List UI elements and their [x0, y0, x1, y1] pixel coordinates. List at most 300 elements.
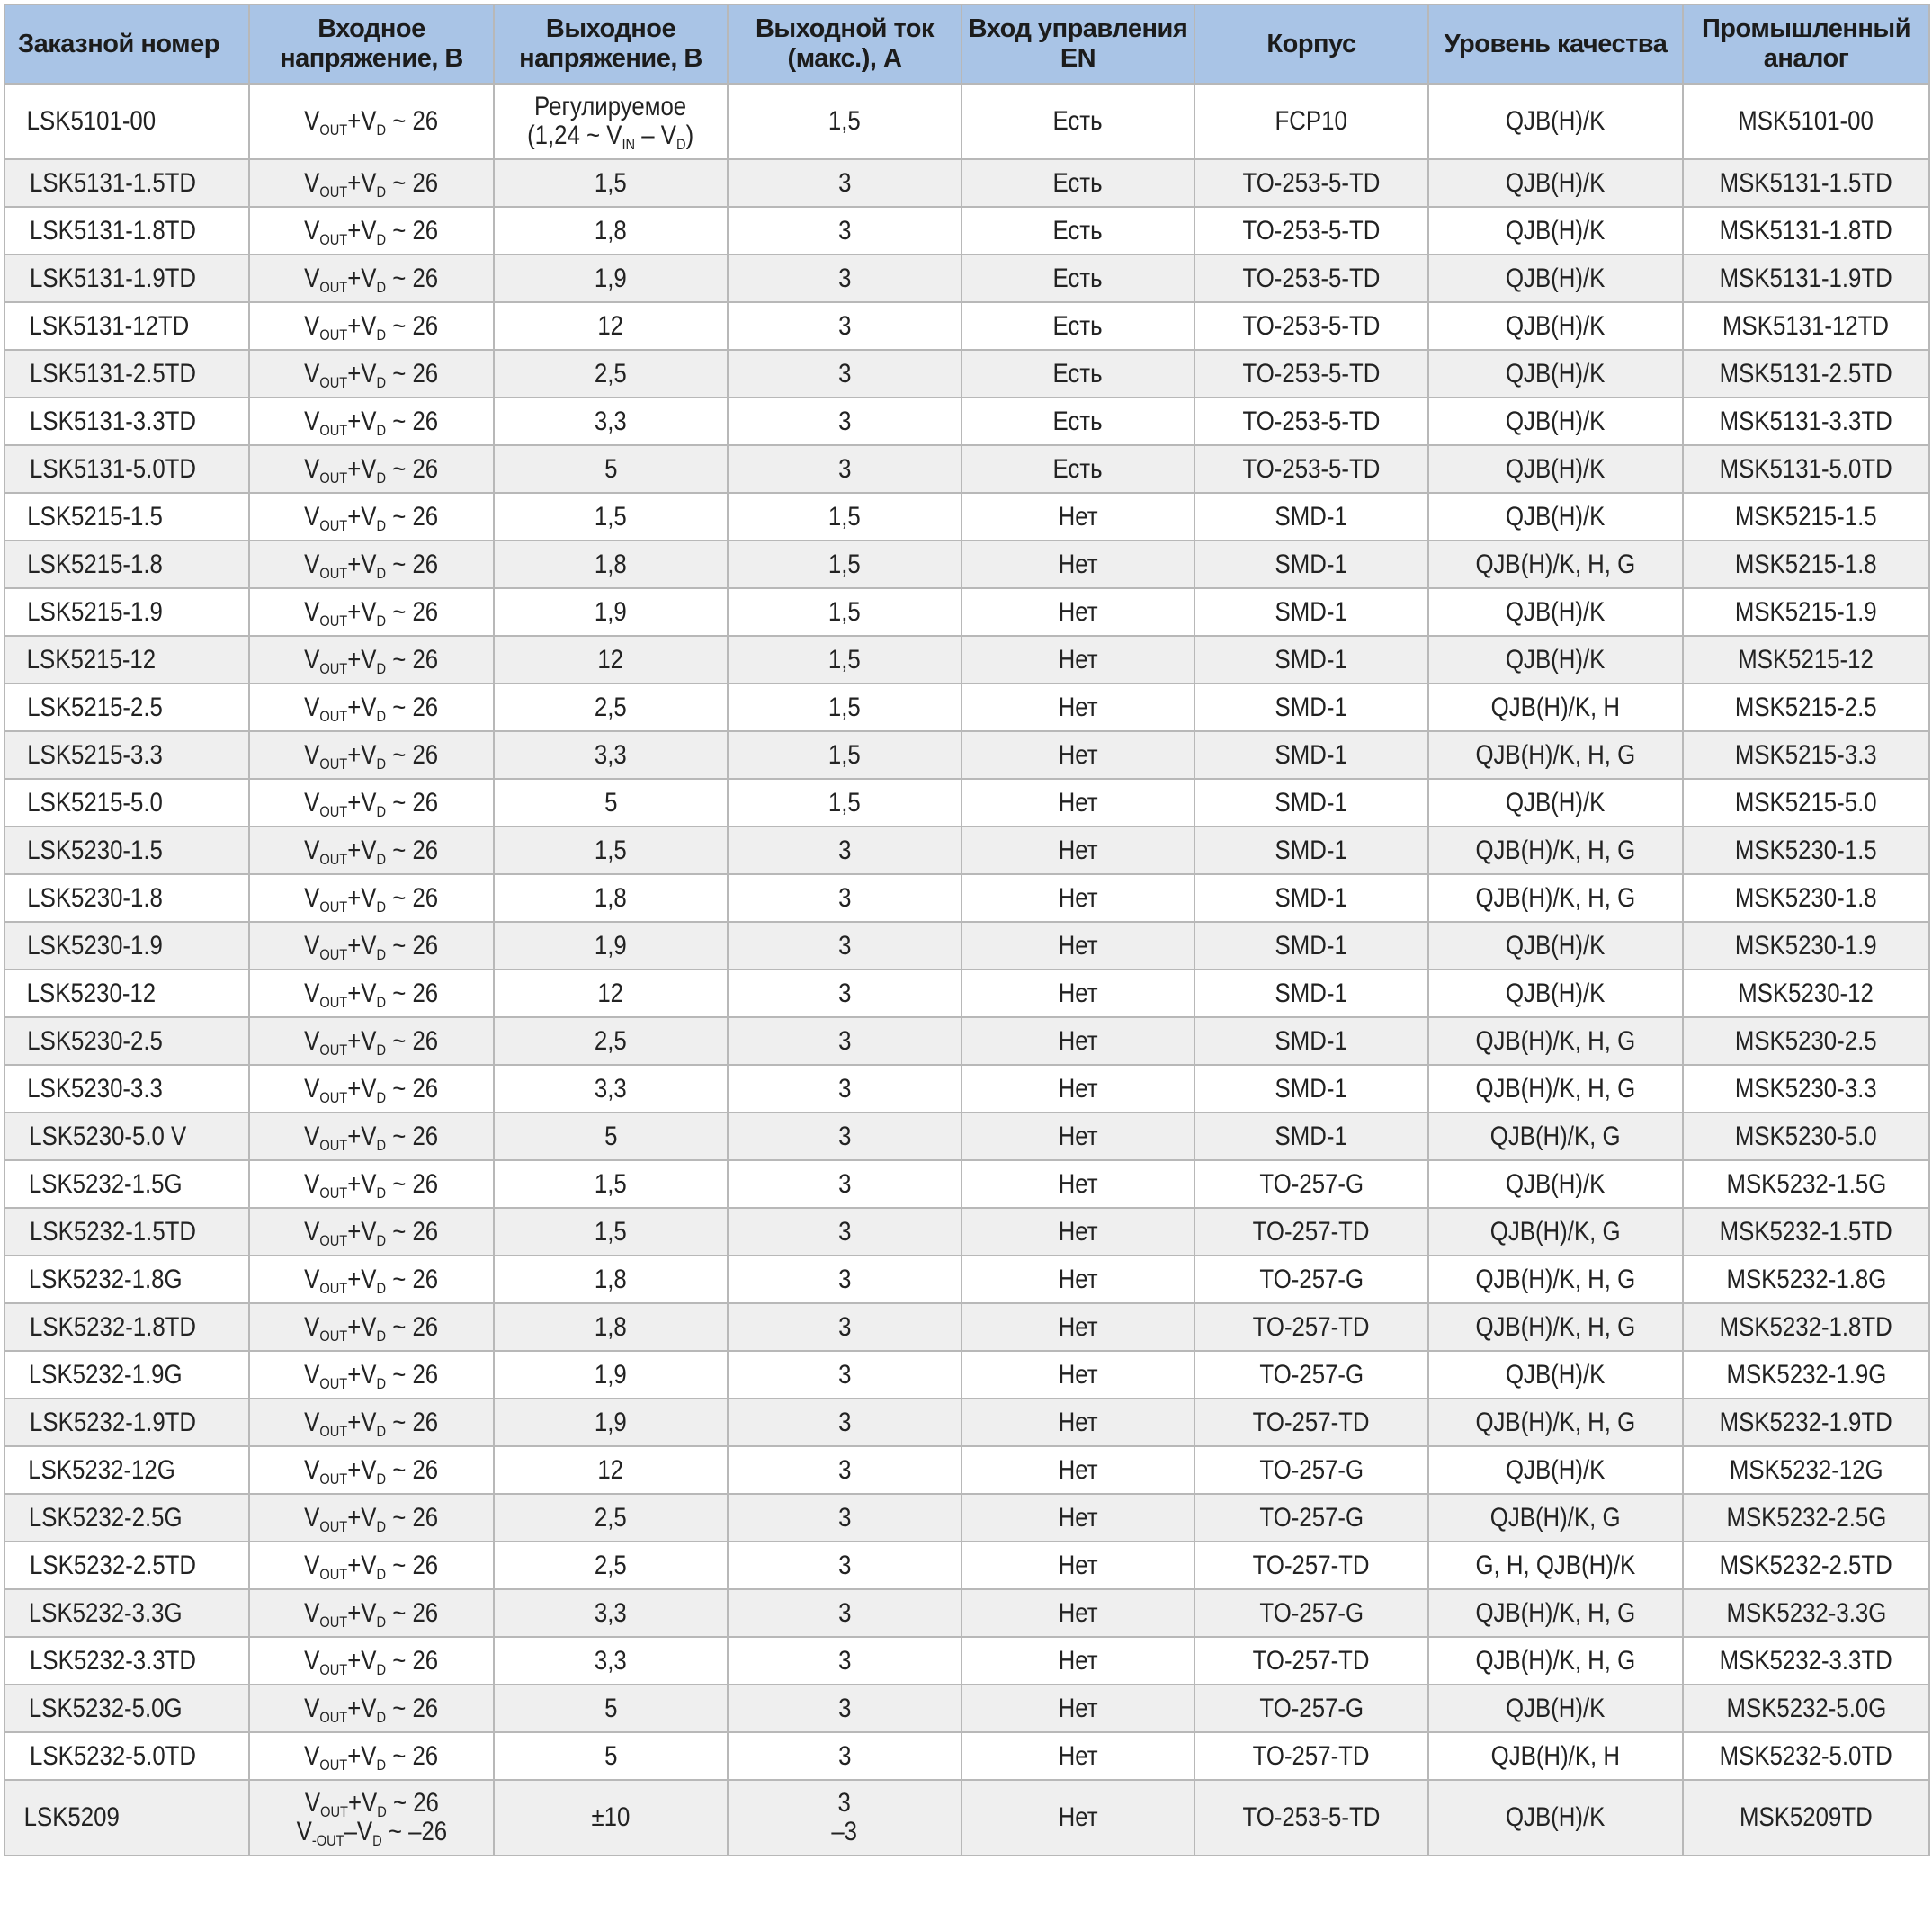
input-voltage-out-sub: OUT: [319, 1517, 348, 1535]
input-voltage-range: ~ 26: [386, 1645, 439, 1676]
cell-package: [1194, 541, 1428, 588]
input-voltage-pos-plus-v: +V: [347, 1788, 377, 1818]
cell-package: [1194, 84, 1428, 159]
table-row: [4, 350, 1929, 398]
input-voltage-d-sub: D: [376, 1088, 387, 1106]
cell-quality-level-text: QJB(H)/K: [1506, 930, 1606, 961]
cell-output-voltage-text: 1,8: [595, 1264, 627, 1294]
input-voltage-pos-range: ~ 26: [386, 1788, 439, 1818]
input-voltage-formula: [304, 263, 439, 296]
cell-enable-input: [962, 445, 1194, 493]
input-voltage-out-sub: OUT: [319, 898, 348, 916]
cell-output-current: [728, 1160, 962, 1208]
input-voltage-out-sub: OUT: [319, 1374, 348, 1392]
cell-package: [1194, 255, 1428, 302]
cell-output-voltage-text: 2,5: [595, 1550, 627, 1580]
input-voltage-d-sub: D: [376, 1756, 387, 1774]
cell-output-current-text: 3: [837, 1454, 852, 1485]
input-voltage-formula: [304, 406, 439, 439]
cell-industrial-analog-text: MSK5101-00: [1738, 106, 1874, 136]
cell-industrial-analog: [1683, 1113, 1929, 1160]
input-voltage-formula: [304, 453, 439, 487]
cell-quality-level-text: QJB(H)/K: [1506, 978, 1606, 1008]
cell-part-number-text: LSK5232-5.0TD: [30, 1740, 197, 1771]
cell-industrial-analog-text: MSK5131-3.3TD: [1719, 406, 1893, 436]
cell-output-voltage-text: 1,8: [595, 1311, 627, 1342]
cell-package-text: TO-257-G: [1259, 1693, 1364, 1723]
input-voltage-d-sub: D: [376, 1374, 387, 1392]
input-voltage-plus-v: +V: [347, 453, 377, 484]
table-row: [4, 1303, 1929, 1351]
cell-output-current: [728, 922, 962, 970]
cell-quality-level-text: QJB(H)/K, H, G: [1475, 739, 1636, 770]
cell-enable-input-text: Есть: [1052, 215, 1104, 246]
cell-industrial-analog: [1683, 1160, 1929, 1208]
cell-quality-level-text: QJB(H)/K: [1506, 406, 1606, 436]
cell-industrial-analog-text: MSK5232-1.8G: [1726, 1264, 1886, 1294]
table-row: [4, 1256, 1929, 1303]
cell-output-current: [728, 731, 962, 779]
cell-part-number: [4, 1303, 249, 1351]
cell-quality-level-text: G, H, QJB(H)/K: [1475, 1550, 1636, 1580]
cell-part-number: [4, 827, 249, 874]
input-voltage-d-sub: D: [376, 993, 387, 1011]
cell-industrial-analog-text: MSK5232-2.5G: [1726, 1502, 1886, 1533]
cell-package: [1194, 493, 1428, 541]
input-voltage-neg-neg-out-sub: -OUT: [311, 1832, 344, 1849]
cell-package-text: TO-257-G: [1259, 1597, 1364, 1628]
cell-quality-level: [1428, 1542, 1683, 1589]
cell-output-current-text: 3: [837, 1597, 852, 1628]
cell-industrial-analog: [1683, 1065, 1929, 1113]
cell-enable-input-text: Нет: [1058, 1073, 1098, 1104]
cell-enable-input: [962, 731, 1194, 779]
cell-quality-level: [1428, 636, 1683, 684]
cell-enable-input-text: Нет: [1058, 930, 1098, 961]
cell-quality-level: [1428, 445, 1683, 493]
input-voltage-range: ~ 26: [386, 978, 439, 1008]
cell-enable-input: [962, 350, 1194, 398]
table-row: [4, 1160, 1929, 1208]
input-voltage-formula: [304, 215, 439, 248]
cell-output-voltage: [494, 1780, 728, 1855]
input-voltage-out-sub: OUT: [319, 516, 348, 534]
cell-industrial-analog: [1683, 731, 1929, 779]
output-voltage-in-sub: IN: [622, 136, 636, 153]
cell-enable-input: [962, 1303, 1194, 1351]
header-industrial-analog: Промышленный аналог: [1683, 4, 1929, 84]
table-row: [4, 493, 1929, 541]
cell-package-text: TO-253-5-TD: [1242, 310, 1381, 341]
cell-output-voltage: [494, 1256, 728, 1303]
cell-output-current: [728, 84, 962, 159]
cell-enable-input-text: Нет: [1058, 1597, 1098, 1628]
cell-enable-input-text: Есть: [1052, 453, 1104, 484]
table-row: [4, 588, 1929, 636]
input-voltage-range: ~ 26: [386, 930, 439, 961]
cell-industrial-analog: [1683, 779, 1929, 827]
cell-quality-level: [1428, 1399, 1683, 1446]
cell-output-current: [728, 1494, 962, 1542]
cell-output-current-text: 3: [837, 1311, 852, 1342]
input-voltage-formula: [304, 1693, 439, 1726]
cell-output-voltage-text: 3,3: [595, 1645, 627, 1676]
input-voltage-out-sub: OUT: [319, 373, 348, 391]
cell-part-number: [4, 1065, 249, 1113]
cell-part-number-text: LSK5215-1.9: [27, 596, 163, 627]
cell-package: [1194, 350, 1428, 398]
cell-part-number: [4, 684, 249, 731]
cell-package: [1194, 1113, 1428, 1160]
cell-input-voltage: [249, 1494, 494, 1542]
input-voltage-range: ~ 26: [386, 1264, 439, 1294]
cell-enable-input: [962, 922, 1194, 970]
cell-input-voltage: [249, 445, 494, 493]
input-voltage-v: V: [304, 644, 320, 675]
input-voltage-neg-neg-range: ~ –26: [381, 1817, 447, 1846]
output-voltage-block: [527, 92, 694, 153]
cell-part-number-text: LSK5232-3.3G: [28, 1597, 183, 1628]
input-voltage-d-sub: D: [376, 1613, 387, 1631]
input-voltage-range: ~ 26: [386, 692, 439, 722]
cell-enable-input-text: Нет: [1058, 596, 1098, 627]
input-voltage-out-sub: OUT: [319, 1041, 348, 1059]
input-voltage-out-sub: OUT: [319, 1613, 348, 1631]
cell-output-voltage-text: 1,5: [595, 835, 627, 865]
cell-part-number-text: LSK5232-2.5G: [28, 1502, 183, 1533]
cell-quality-level-text: QJB(H)/K, H, G: [1475, 1073, 1636, 1104]
cell-output-current-text: 3: [837, 1025, 852, 1056]
cell-output-voltage: [494, 684, 728, 731]
input-voltage-plus-v: +V: [347, 692, 377, 722]
input-voltage-plus-v: +V: [347, 1597, 377, 1628]
cell-quality-level: [1428, 1256, 1683, 1303]
input-voltage-formula-pair: [296, 1788, 447, 1849]
cell-input-voltage: [249, 684, 494, 731]
cell-output-current: [728, 1351, 962, 1399]
cell-industrial-analog: [1683, 1542, 1929, 1589]
input-voltage-out-sub: OUT: [319, 802, 348, 820]
input-voltage-out-sub: OUT: [319, 1279, 348, 1297]
cell-industrial-analog-text: MSK5215-1.8: [1735, 549, 1877, 579]
cell-part-number-text: LSK5131-3.3TD: [30, 406, 197, 436]
cell-package-text: SMD-1: [1275, 739, 1348, 770]
cell-output-current-text: 3: [837, 1216, 852, 1247]
cell-output-current: [728, 1208, 962, 1256]
input-voltage-range: ~ 26: [386, 549, 439, 579]
cell-output-current: [728, 970, 962, 1017]
cell-package-text: TO-253-5-TD: [1242, 263, 1381, 293]
cell-industrial-analog-text: MSK5232-1.5G: [1726, 1168, 1886, 1199]
cell-output-current: [728, 1256, 962, 1303]
input-voltage-v: V: [304, 1454, 320, 1485]
cell-package-text: SMD-1: [1275, 930, 1348, 961]
cell-output-voltage-text: 1,5: [595, 1216, 627, 1247]
cell-package: [1194, 1589, 1428, 1637]
cell-part-number: [4, 1113, 249, 1160]
cell-output-voltage-text: 3,3: [595, 1597, 627, 1628]
cell-input-voltage: [249, 970, 494, 1017]
cell-enable-input-text: Есть: [1052, 167, 1104, 198]
cell-output-current-text: 1,5: [828, 596, 861, 627]
input-voltage-d-sub: D: [376, 1136, 387, 1154]
cell-output-current-text: 3: [837, 882, 852, 913]
header-package: Корпус: [1194, 4, 1428, 84]
input-voltage-d-sub: D: [376, 373, 387, 391]
cell-input-voltage: [249, 1160, 494, 1208]
cell-quality-level: [1428, 1637, 1683, 1685]
cell-package-text: SMD-1: [1275, 1121, 1348, 1151]
cell-part-number: [4, 1256, 249, 1303]
cell-output-current-text: 3: [837, 1645, 852, 1676]
cell-quality-level: [1428, 1780, 1683, 1855]
input-voltage-pos-v: V: [304, 1788, 320, 1818]
cell-quality-level: [1428, 398, 1683, 445]
input-voltage-d-sub: D: [376, 1565, 387, 1583]
cell-input-voltage: [249, 84, 494, 159]
input-voltage-range: ~ 26: [386, 1216, 439, 1247]
input-voltage-v: V: [304, 106, 320, 136]
input-voltage-v: V: [304, 215, 320, 246]
input-voltage-d-sub: D: [376, 230, 387, 248]
cell-quality-level-text: QJB(H)/K, H, G: [1475, 1645, 1636, 1676]
cell-industrial-analog-text: MSK5209TD: [1740, 1802, 1873, 1832]
input-voltage-plus-v: +V: [347, 358, 377, 389]
input-voltage-plus-v: +V: [347, 1502, 377, 1533]
cell-part-number: [4, 541, 249, 588]
cell-part-number: [4, 398, 249, 445]
cell-package: [1194, 1446, 1428, 1494]
cell-part-number-text: LSK5232-2.5TD: [30, 1550, 197, 1580]
cell-enable-input-text: Нет: [1058, 835, 1098, 865]
input-voltage-range: ~ 26: [386, 1121, 439, 1151]
cell-enable-input-text: Есть: [1052, 358, 1104, 389]
table-row: [4, 1399, 1929, 1446]
table-row: [4, 84, 1929, 159]
input-voltage-v: V: [304, 501, 320, 532]
cell-part-number: [4, 1637, 249, 1685]
cell-package-text: FCP10: [1275, 106, 1348, 136]
cell-package: [1194, 1685, 1428, 1732]
cell-enable-input-text: Нет: [1058, 1454, 1098, 1485]
input-voltage-formula: [304, 167, 439, 201]
cell-package-text: TO-257-TD: [1253, 1311, 1370, 1342]
input-voltage-formula: [304, 1645, 439, 1678]
cell-output-voltage-text: 1,8: [595, 882, 627, 913]
cell-part-number-text: LSK5215-5.0: [27, 787, 163, 818]
cell-quality-level-text: QJB(H)/K, G: [1490, 1216, 1621, 1247]
cell-output-voltage-text: 1,8: [595, 215, 627, 246]
cell-part-number: [4, 207, 249, 255]
input-voltage-formula: [304, 978, 439, 1011]
cell-quality-level: [1428, 922, 1683, 970]
cell-output-voltage: [494, 1065, 728, 1113]
cell-industrial-analog-text: MSK5232-5.0TD: [1719, 1740, 1893, 1771]
table-row: [4, 398, 1929, 445]
cell-output-voltage-text: 5: [604, 453, 618, 484]
cell-industrial-analog: [1683, 827, 1929, 874]
cell-input-voltage: [249, 1685, 494, 1732]
cell-industrial-analog-text: MSK5230-1.9: [1735, 930, 1877, 961]
cell-industrial-analog-text: MSK5215-3.3: [1735, 739, 1877, 770]
cell-input-voltage: [249, 1065, 494, 1113]
input-voltage-plus-v: +V: [347, 1264, 377, 1294]
cell-package: [1194, 1494, 1428, 1542]
input-voltage-v: V: [304, 1693, 320, 1723]
cell-output-voltage: [494, 922, 728, 970]
cell-quality-level-text: QJB(H)/K: [1506, 787, 1606, 818]
cell-package-text: SMD-1: [1275, 1025, 1348, 1056]
cell-output-voltage-text: ±10: [591, 1802, 631, 1832]
input-voltage-range: ~ 26: [386, 1454, 439, 1485]
input-voltage-range: ~ 26: [386, 1740, 439, 1771]
cell-industrial-analog-text: MSK5131-1.8TD: [1719, 215, 1893, 246]
cell-enable-input-text: Есть: [1052, 106, 1104, 136]
cell-output-current: [728, 350, 962, 398]
input-voltage-formula: [304, 1168, 439, 1202]
output-voltage-d-sub: D: [676, 136, 686, 153]
input-voltage-plus-v: +V: [347, 310, 377, 341]
input-voltage-out-sub: OUT: [319, 1565, 348, 1583]
cell-quality-level-text: QJB(H)/K, H, G: [1475, 882, 1636, 913]
cell-output-voltage-text: 12: [597, 310, 624, 341]
input-voltage-plus-v: +V: [347, 501, 377, 532]
input-voltage-out-sub: OUT: [319, 612, 348, 630]
cell-industrial-analog: [1683, 445, 1929, 493]
cell-quality-level: [1428, 1589, 1683, 1637]
cell-part-number: [4, 302, 249, 350]
cell-quality-level-text: QJB(H)/K: [1506, 106, 1606, 136]
cell-industrial-analog: [1683, 207, 1929, 255]
cell-industrial-analog: [1683, 684, 1929, 731]
cell-package-text: TO-253-5-TD: [1242, 453, 1381, 484]
cell-enable-input-text: Нет: [1058, 1693, 1098, 1723]
cell-quality-level-text: QJB(H)/K: [1506, 453, 1606, 484]
input-voltage-out-sub: OUT: [319, 1422, 348, 1440]
cell-output-voltage-text: 5: [604, 787, 618, 818]
input-voltage-v: V: [304, 1597, 320, 1628]
cell-output-current-text: 3: [837, 1168, 852, 1199]
input-voltage-range: ~ 26: [386, 1550, 439, 1580]
cell-input-voltage: [249, 350, 494, 398]
cell-quality-level: [1428, 970, 1683, 1017]
cell-package: [1194, 1017, 1428, 1065]
table-row: [4, 1351, 1929, 1399]
cell-input-voltage: [249, 1113, 494, 1160]
input-voltage-negative: [296, 1817, 447, 1849]
cell-output-voltage: [494, 874, 728, 922]
input-voltage-out-sub: OUT: [319, 993, 348, 1011]
cell-quality-level-text: QJB(H)/K: [1506, 310, 1606, 341]
cell-output-voltage: [494, 1113, 728, 1160]
input-voltage-d-sub: D: [376, 1517, 387, 1535]
input-voltage-formula: [304, 310, 439, 344]
input-voltage-out-sub: OUT: [319, 707, 348, 725]
cell-output-current-text: 3: [837, 1121, 852, 1151]
cell-part-number-text: LSK5230-12: [26, 978, 157, 1008]
cell-quality-level-text: QJB(H)/K, H, G: [1475, 1264, 1636, 1294]
cell-package-text: SMD-1: [1275, 692, 1348, 722]
input-voltage-range: ~ 26: [386, 1597, 439, 1628]
cell-package-text: SMD-1: [1275, 787, 1348, 818]
cell-industrial-analog-text: MSK5232-1.9TD: [1719, 1407, 1893, 1437]
cell-enable-input: [962, 493, 1194, 541]
cell-package: [1194, 1637, 1428, 1685]
table-row: [4, 684, 1929, 731]
cell-quality-level-text: QJB(H)/K, H, G: [1475, 1025, 1636, 1056]
cell-enable-input: [962, 874, 1194, 922]
input-voltage-v: V: [304, 978, 320, 1008]
output-voltage-range-prefix: (1,24 ~ V: [527, 121, 622, 150]
cell-output-voltage-text: 1,5: [595, 167, 627, 198]
cell-industrial-analog: [1683, 588, 1929, 636]
cell-output-voltage: [494, 1494, 728, 1542]
cell-part-number-text: LSK5131-1.5TD: [30, 167, 197, 198]
cell-part-number-text: LSK5232-5.0G: [28, 1693, 183, 1723]
cell-input-voltage: [249, 588, 494, 636]
table-row: [4, 302, 1929, 350]
cell-output-voltage-text: 3,3: [595, 406, 627, 436]
input-voltage-v: V: [304, 1073, 320, 1104]
regulator-table-container: [4, 4, 1930, 1856]
cell-enable-input-text: Нет: [1058, 1311, 1098, 1342]
cell-quality-level: [1428, 1685, 1683, 1732]
cell-output-current: [728, 1732, 962, 1780]
cell-output-voltage-text: 12: [597, 1454, 624, 1485]
input-voltage-d-sub: D: [376, 1327, 387, 1345]
header-row: [4, 4, 1929, 84]
table-row: [4, 159, 1929, 207]
cell-input-voltage: [249, 1017, 494, 1065]
cell-input-voltage: [249, 1303, 494, 1351]
cell-enable-input-text: Нет: [1058, 644, 1098, 675]
cell-enable-input: [962, 1637, 1194, 1685]
cell-output-voltage-text: 5: [604, 1740, 618, 1771]
input-voltage-d-sub: D: [376, 898, 387, 916]
cell-output-current: [728, 1399, 962, 1446]
cell-output-current-text: 3: [837, 406, 852, 436]
cell-enable-input: [962, 1494, 1194, 1542]
input-voltage-d-sub: D: [376, 850, 387, 868]
input-voltage-plus-v: +V: [347, 1121, 377, 1151]
cell-output-current-text: 3: [837, 453, 852, 484]
cell-output-voltage: [494, 1399, 728, 1446]
cell-output-current-text: 3: [837, 1740, 852, 1771]
cell-output-voltage: [494, 1685, 728, 1732]
cell-quality-level: [1428, 207, 1683, 255]
cell-part-number: [4, 350, 249, 398]
cell-output-voltage-text: 1,8: [595, 549, 627, 579]
cell-part-number-text: LSK5215-3.3: [27, 739, 163, 770]
cell-output-voltage: [494, 493, 728, 541]
cell-industrial-analog: [1683, 1351, 1929, 1399]
cell-package: [1194, 1065, 1428, 1113]
input-voltage-d-sub: D: [376, 326, 387, 344]
input-voltage-v: V: [304, 1645, 320, 1676]
cell-industrial-analog: [1683, 1303, 1929, 1351]
input-voltage-formula: [304, 1025, 439, 1059]
input-voltage-v: V: [304, 1407, 320, 1437]
input-voltage-plus-v: +V: [347, 406, 377, 436]
cell-output-voltage: [494, 1160, 728, 1208]
cell-output-current: [728, 493, 962, 541]
input-voltage-out-sub: OUT: [319, 278, 348, 296]
input-voltage-v: V: [304, 1216, 320, 1247]
cell-enable-input-text: Нет: [1058, 882, 1098, 913]
cell-quality-level-text: QJB(H)/K, H, G: [1475, 1597, 1636, 1628]
cell-package-text: TO-257-G: [1259, 1502, 1364, 1533]
output-current-negative: –3: [831, 1817, 858, 1846]
